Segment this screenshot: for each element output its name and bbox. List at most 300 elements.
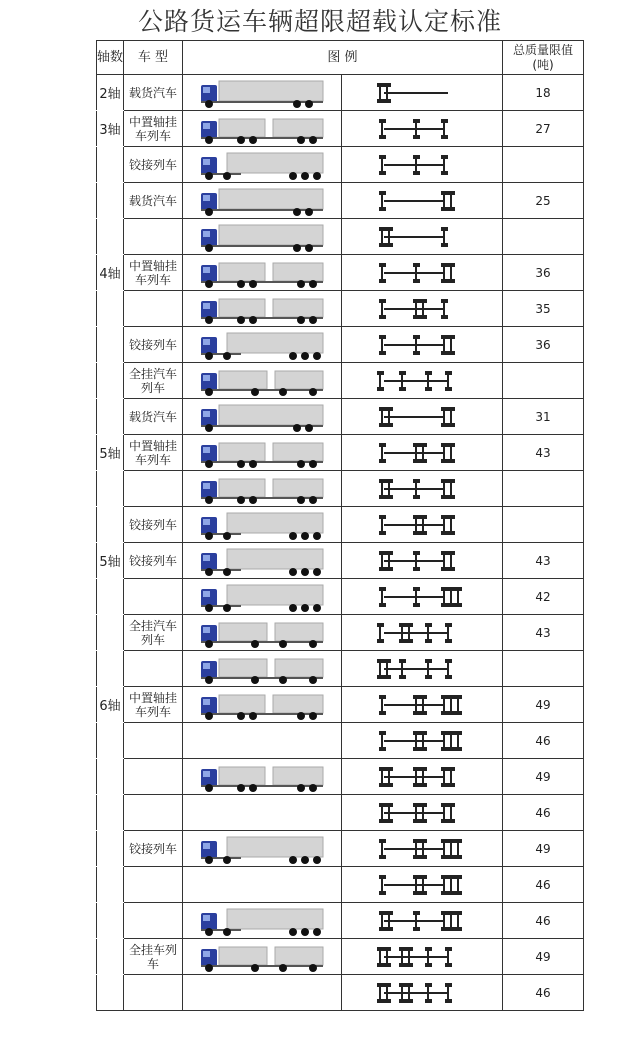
wheel-icon — [205, 244, 213, 252]
wheel-icon — [223, 856, 231, 864]
wheel-icon — [313, 568, 321, 576]
axle-count-cell — [97, 651, 124, 687]
trailer-icon — [227, 585, 323, 605]
axle-frame-icon — [384, 812, 444, 814]
axle-count-cell — [97, 471, 124, 507]
truck-icon — [197, 833, 327, 865]
wheel-icon — [301, 856, 309, 864]
axle-count-cell: 5轴 — [97, 435, 124, 471]
mass-limit-cell — [503, 651, 584, 687]
trailer-icon — [273, 767, 323, 785]
mass-limit-cell: 46 — [503, 903, 584, 939]
table-row — [97, 939, 584, 975]
wheel-icon — [313, 172, 321, 180]
wheel-icon — [251, 964, 259, 972]
wheel-icon — [309, 280, 317, 288]
axle-frame-icon — [384, 416, 444, 418]
axle-diagram-cell — [342, 723, 503, 759]
truck-icon — [197, 77, 327, 109]
truck-icon — [197, 293, 327, 325]
cargo-box-icon — [219, 623, 267, 641]
wheel-icon — [205, 100, 213, 108]
wheel-icon — [205, 136, 213, 144]
axle-diagram-cell — [342, 867, 503, 903]
axle-diagram-cell — [342, 615, 503, 651]
mass-limit-cell: 31 — [503, 399, 584, 435]
axle-diagram-icon — [372, 905, 472, 937]
axle-diagram-icon — [372, 653, 472, 685]
vehicle-illustration-cell — [183, 903, 342, 939]
vehicle-illustration-cell — [183, 147, 342, 183]
table-row — [97, 543, 584, 579]
table-row — [97, 399, 584, 435]
cargo-box-icon — [219, 371, 267, 389]
truck-icon — [197, 257, 327, 289]
truck-icon — [197, 473, 327, 505]
axle-diagram-cell — [342, 327, 503, 363]
axle-count-cell: 2轴 — [97, 75, 124, 111]
cargo-box-icon — [219, 695, 265, 713]
vehicle-illustration-cell — [183, 939, 342, 975]
axle-count-cell: 6轴 — [97, 687, 124, 723]
axle-frame-icon — [384, 488, 444, 490]
wheel-icon — [251, 640, 259, 648]
axle-count-cell — [97, 723, 124, 759]
axle-diagram-icon — [372, 401, 472, 433]
trailer-icon — [275, 947, 323, 965]
vehicle-type-cell: 中置轴挂车列车 — [124, 435, 183, 471]
table-row — [97, 471, 584, 507]
mass-limit-cell: 43 — [503, 435, 584, 471]
axle-count-cell — [97, 363, 124, 399]
axle-count-cell — [97, 759, 124, 795]
axle-frame-icon — [384, 776, 444, 778]
vehicle-illustration-cell — [183, 579, 342, 615]
standards-table — [96, 40, 584, 1011]
wheel-icon — [249, 460, 257, 468]
axle-frame-icon — [384, 632, 448, 634]
vehicle-type-cell — [124, 759, 183, 795]
wheel-icon — [301, 568, 309, 576]
axle-diagram-icon — [372, 293, 472, 325]
axle-diagram-cell — [342, 435, 503, 471]
wheel-icon — [313, 928, 321, 936]
vehicle-type-cell: 全挂汽车列车 — [124, 615, 183, 651]
trailer-icon — [227, 549, 323, 569]
wheel-icon — [305, 100, 313, 108]
vehicle-illustration-cell — [183, 615, 342, 651]
wheel-icon — [249, 280, 257, 288]
table-header-row — [97, 41, 584, 75]
mass-limit-cell: 18 — [503, 75, 584, 111]
truck-icon — [197, 581, 327, 613]
axle-frame-icon — [384, 956, 448, 958]
wheel-icon — [249, 316, 257, 324]
vehicle-illustration-cell — [183, 867, 342, 903]
axle-count-cell — [97, 183, 124, 219]
axle-frame-icon — [384, 92, 448, 94]
vehicle-type-cell: 铰接列车 — [124, 543, 183, 579]
vehicle-illustration-cell — [183, 507, 342, 543]
axle-frame-icon — [384, 200, 444, 202]
table-row — [97, 903, 584, 939]
wheel-icon — [249, 496, 257, 504]
vehicle-type-cell: 载货汽车 — [124, 75, 183, 111]
vehicle-type-cell — [124, 291, 183, 327]
axle-diagram-icon — [372, 581, 472, 613]
type-header: 车 型 — [124, 41, 183, 75]
vehicle-illustration-cell — [183, 291, 342, 327]
wheel-icon — [237, 712, 245, 720]
wheel-icon — [309, 676, 317, 684]
axle-diagram-icon — [372, 725, 472, 757]
wheel-icon — [237, 280, 245, 288]
truck-icon — [197, 185, 327, 217]
table-row — [97, 723, 584, 759]
vehicle-type-cell — [124, 219, 183, 255]
axle-frame-icon — [384, 128, 444, 130]
vehicle-illustration-cell — [183, 723, 342, 759]
wheel-icon — [309, 964, 317, 972]
wheel-icon — [205, 280, 213, 288]
wheel-icon — [205, 316, 213, 324]
axle-diagram-icon — [372, 833, 472, 865]
table-row — [97, 327, 584, 363]
axle-count-cell — [97, 147, 124, 183]
axle-diagram-icon — [372, 221, 472, 253]
mass-limit-cell: 36 — [503, 327, 584, 363]
trailer-icon — [273, 263, 323, 281]
truck-icon — [197, 905, 327, 937]
axle-diagram-icon — [372, 473, 472, 505]
wheel-icon — [223, 172, 231, 180]
wheel-icon — [301, 928, 309, 936]
wheel-icon — [279, 964, 287, 972]
axle-frame-icon — [384, 452, 444, 454]
axle-diagram-cell — [342, 291, 503, 327]
vehicle-illustration-cell — [183, 435, 342, 471]
axle-diagram-cell — [342, 471, 503, 507]
axle-diagram-icon — [372, 761, 472, 793]
wheel-icon — [205, 568, 213, 576]
axle-diagram-icon — [372, 329, 472, 361]
cargo-box-icon — [219, 299, 265, 317]
vehicle-illustration-cell — [183, 219, 342, 255]
axle-diagram-cell — [342, 399, 503, 435]
wheel-icon — [279, 640, 287, 648]
table-row — [97, 183, 584, 219]
truck-icon — [197, 545, 327, 577]
axle-count-cell — [97, 831, 124, 867]
axle-count-cell — [97, 327, 124, 363]
table-row — [97, 759, 584, 795]
picture-header: 图 例 — [183, 41, 503, 75]
axle-diagram-cell — [342, 111, 503, 147]
trailer-icon — [273, 443, 323, 461]
vehicle-illustration-cell — [183, 75, 342, 111]
wheel-icon — [205, 964, 213, 972]
wheel-icon — [297, 496, 305, 504]
trailer-icon — [227, 837, 323, 857]
page-title: 公路货运车辆超限超载认定标准 — [137, 7, 502, 36]
table-row — [97, 651, 584, 687]
vehicle-type-cell: 铰接列车 — [124, 147, 183, 183]
vehicle-type-cell: 铰接列车 — [124, 327, 183, 363]
wheel-icon — [297, 316, 305, 324]
wheel-icon — [309, 460, 317, 468]
vehicle-type-cell: 中置轴挂车列车 — [124, 111, 183, 147]
wheel-icon — [305, 208, 313, 216]
table-row — [97, 507, 584, 543]
wheel-icon — [205, 460, 213, 468]
vehicle-type-cell — [124, 471, 183, 507]
wheel-icon — [249, 712, 257, 720]
axle-diagram-cell — [342, 363, 503, 399]
axle-diagram-cell — [342, 507, 503, 543]
wheel-icon — [251, 388, 259, 396]
vehicle-illustration-cell — [183, 795, 342, 831]
axle-frame-icon — [384, 524, 444, 526]
truck-icon — [197, 689, 327, 721]
wheel-icon — [309, 640, 317, 648]
mass-limit-cell: 46 — [503, 867, 584, 903]
trailer-icon — [227, 513, 323, 533]
axles-header: 轴数 — [97, 41, 124, 75]
vehicle-type-cell: 全挂车列车 — [124, 939, 183, 975]
vehicle-illustration-cell — [183, 111, 342, 147]
axle-count-cell — [97, 507, 124, 543]
wheel-icon — [205, 532, 213, 540]
wheel-icon — [205, 496, 213, 504]
table-row — [97, 111, 584, 147]
cargo-box-icon — [219, 479, 265, 497]
wheel-icon — [205, 352, 213, 360]
wheel-icon — [289, 352, 297, 360]
axle-frame-icon — [384, 740, 444, 742]
wheel-icon — [313, 604, 321, 612]
wheel-icon — [309, 316, 317, 324]
mass-limit-cell: 43 — [503, 615, 584, 651]
wheel-icon — [297, 460, 305, 468]
truck-icon — [197, 221, 327, 253]
axle-frame-icon — [384, 848, 444, 850]
axle-count-cell — [97, 939, 124, 975]
trailer-icon — [275, 371, 323, 389]
vehicle-type-cell — [124, 651, 183, 687]
wheel-icon — [205, 784, 213, 792]
table-row — [97, 615, 584, 651]
wheel-icon — [313, 352, 321, 360]
truck-icon — [197, 509, 327, 541]
axle-diagram-icon — [372, 437, 472, 469]
vehicle-illustration-cell — [183, 759, 342, 795]
axle-count-cell — [97, 795, 124, 831]
axle-count-cell — [97, 903, 124, 939]
trailer-icon — [227, 909, 323, 929]
table-row — [97, 435, 584, 471]
truck-icon — [197, 617, 327, 649]
axle-frame-icon — [384, 596, 444, 598]
trailer-icon — [273, 119, 323, 137]
wheel-icon — [293, 100, 301, 108]
table-row — [97, 867, 584, 903]
axle-diagram-icon — [372, 689, 472, 721]
cargo-box-icon — [219, 81, 323, 101]
axle-diagram-cell — [342, 75, 503, 111]
wheel-icon — [205, 676, 213, 684]
wheel-icon — [223, 604, 231, 612]
mass-limit-cell: 43 — [503, 543, 584, 579]
vehicle-type-cell: 铰接列车 — [124, 831, 183, 867]
cargo-box-icon — [219, 443, 265, 461]
axle-frame-icon — [384, 992, 448, 994]
table-row — [97, 579, 584, 615]
vehicle-illustration-cell — [183, 975, 342, 1011]
axle-diagram-cell — [342, 975, 503, 1011]
truck-icon — [197, 653, 327, 685]
table-row — [97, 363, 584, 399]
wheel-icon — [309, 136, 317, 144]
vehicle-type-cell — [124, 867, 183, 903]
vehicle-type-cell — [124, 579, 183, 615]
wheel-icon — [279, 676, 287, 684]
axle-diagram-icon — [372, 185, 472, 217]
wheel-icon — [237, 460, 245, 468]
axle-count-cell — [97, 399, 124, 435]
wheel-icon — [237, 316, 245, 324]
axle-frame-icon — [384, 704, 444, 706]
vehicle-illustration-cell — [183, 399, 342, 435]
vehicle-type-cell: 载货汽车 — [124, 399, 183, 435]
mass-limit-cell: 46 — [503, 795, 584, 831]
wheel-icon — [289, 172, 297, 180]
axle-diagram-cell — [342, 831, 503, 867]
axle-diagram-icon — [372, 365, 472, 397]
wheel-icon — [289, 532, 297, 540]
wheel-icon — [309, 784, 317, 792]
wheel-icon — [297, 784, 305, 792]
axle-frame-icon — [384, 884, 444, 886]
wheel-icon — [223, 568, 231, 576]
axle-frame-icon — [384, 236, 444, 238]
vehicle-type-cell: 全挂汽车列车 — [124, 363, 183, 399]
axle-diagram-icon — [372, 797, 472, 829]
truck-icon — [197, 761, 327, 793]
axle-frame-icon — [384, 272, 444, 274]
trailer-icon — [273, 479, 323, 497]
truck-icon — [197, 329, 327, 361]
axle-diagram-cell — [342, 219, 503, 255]
table-row — [97, 291, 584, 327]
axle-count-cell: 3轴 — [97, 111, 124, 147]
truck-icon — [197, 941, 327, 973]
wheel-icon — [301, 172, 309, 180]
axle-frame-icon — [384, 308, 444, 310]
cargo-box-icon — [219, 659, 267, 677]
vehicle-illustration-cell — [183, 471, 342, 507]
mass-limit-cell — [503, 471, 584, 507]
vehicle-type-cell — [124, 795, 183, 831]
axle-diagram-icon — [372, 113, 472, 145]
cargo-box-icon — [219, 405, 323, 425]
wheel-icon — [301, 352, 309, 360]
mass-limit-cell: 49 — [503, 831, 584, 867]
mass-limit-cell: 46 — [503, 723, 584, 759]
axle-count-cell — [97, 975, 124, 1011]
vehicle-illustration-cell — [183, 543, 342, 579]
cargo-box-icon — [219, 263, 265, 281]
table-row — [97, 831, 584, 867]
wheel-icon — [279, 388, 287, 396]
axle-count-cell — [97, 615, 124, 651]
axle-count-cell: 4轴 — [97, 255, 124, 291]
wheel-icon — [251, 676, 259, 684]
axle-diagram-cell — [342, 687, 503, 723]
wheel-icon — [205, 640, 213, 648]
wheel-icon — [237, 496, 245, 504]
mass-limit-cell: 46 — [503, 975, 584, 1011]
mass-limit-cell: 49 — [503, 687, 584, 723]
mass-limit-cell — [503, 507, 584, 543]
axle-frame-icon — [384, 920, 444, 922]
axle-diagram-icon — [372, 941, 472, 973]
axle-diagram-cell — [342, 543, 503, 579]
wheel-icon — [289, 856, 297, 864]
wheel-icon — [305, 244, 313, 252]
axle-count-cell — [97, 291, 124, 327]
table-row — [97, 255, 584, 291]
vehicle-type-cell: 中置轴挂车列车 — [124, 687, 183, 723]
mass-limit-cell — [503, 147, 584, 183]
wheel-icon — [205, 208, 213, 216]
mass-limit-cell: 35 — [503, 291, 584, 327]
wheel-icon — [289, 568, 297, 576]
cargo-box-icon — [219, 225, 323, 245]
axle-diagram-cell — [342, 903, 503, 939]
axle-frame-icon — [384, 560, 444, 562]
trailer-icon — [227, 333, 323, 353]
wheel-icon — [309, 388, 317, 396]
mass-limit-cell: 25 — [503, 183, 584, 219]
mass-limit-cell: 49 — [503, 939, 584, 975]
mass-limit-cell: 42 — [503, 579, 584, 615]
axle-diagram-icon — [372, 509, 472, 541]
axle-diagram-cell — [342, 255, 503, 291]
axle-diagram-cell — [342, 939, 503, 975]
vehicle-type-cell: 载货汽车 — [124, 183, 183, 219]
axle-diagram-icon — [372, 977, 472, 1009]
wheel-icon — [223, 532, 231, 540]
wheel-icon — [301, 532, 309, 540]
wheel-icon — [289, 928, 297, 936]
wheel-icon — [313, 532, 321, 540]
axle-diagram-icon — [372, 149, 472, 181]
wheel-icon — [313, 856, 321, 864]
axle-count-cell — [97, 867, 124, 903]
wheel-icon — [205, 928, 213, 936]
wheel-icon — [297, 136, 305, 144]
axle-frame-icon — [384, 668, 448, 670]
vehicle-illustration-cell — [183, 363, 342, 399]
wheel-icon — [205, 424, 213, 432]
axle-diagram-icon — [372, 617, 472, 649]
truck-icon — [197, 401, 327, 433]
truck-icon — [197, 437, 327, 469]
axle-diagram-cell — [342, 759, 503, 795]
wheel-icon — [297, 712, 305, 720]
wheel-icon — [237, 784, 245, 792]
wheel-icon — [223, 352, 231, 360]
